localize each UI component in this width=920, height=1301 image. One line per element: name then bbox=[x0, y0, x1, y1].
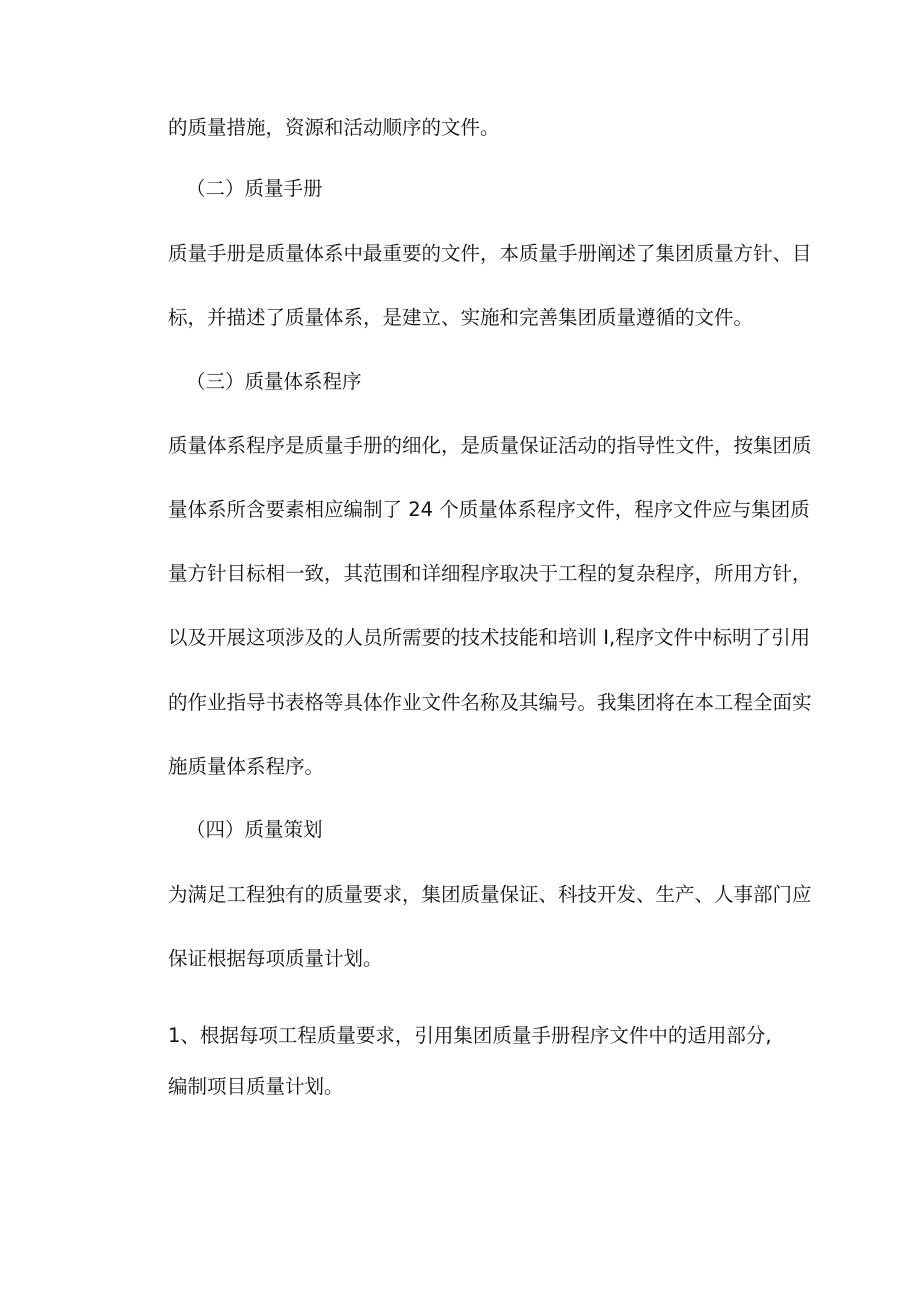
section-heading-quality-planning: （四）质量策划 bbox=[186, 818, 323, 841]
paragraph-line: 质量体系程序是质量手册的细化，是质量保证活动的指导性文件，按集团质 bbox=[168, 434, 812, 457]
paragraph-line: 的质量措施，资源和活动顺序的文件。 bbox=[168, 116, 500, 139]
list-item-line: 1、根据每项工程质量要求，引用集团质量手册程序文件中的适用部分, bbox=[168, 1024, 772, 1047]
list-item-line: 编制项目质量计划。 bbox=[168, 1075, 344, 1098]
section-heading-quality-manual: （二）质量手册 bbox=[186, 177, 323, 200]
paragraph-line: 量体系所含要素相应编制了 24 个质量体系程序文件，程序文件应与集团质 bbox=[168, 498, 810, 521]
section-heading-quality-system-procedure: （三）质量体系程序 bbox=[186, 370, 362, 393]
paragraph-line: 量方针目标相一致，其范围和详细程序取决于工程的复杂程序，所用方针， bbox=[168, 562, 812, 585]
paragraph-line: 保证根据每项质量计划。 bbox=[168, 947, 383, 970]
paragraph-line: 以及开展这项涉及的人员所需要的技术技能和培训 I,程序文件中标明了引用 bbox=[168, 626, 811, 649]
paragraph-line: 施质量体系程序。 bbox=[168, 755, 325, 778]
paragraph-line: 为满足工程独有的质量要求，集团质量保证、科技开发、生产、人事部门应 bbox=[168, 883, 812, 906]
paragraph-line: 质量手册是质量体系中最重要的文件，本质量手册阐述了集团质量方针、目 bbox=[168, 242, 812, 265]
paragraph-line: 标，并描述了质量体系，是建立、实施和完善集团质量遵循的文件。 bbox=[168, 306, 754, 329]
paragraph-line: 的作业指导书表格等具体作业文件名称及其编号。我集团将在本工程全面实 bbox=[168, 691, 812, 714]
